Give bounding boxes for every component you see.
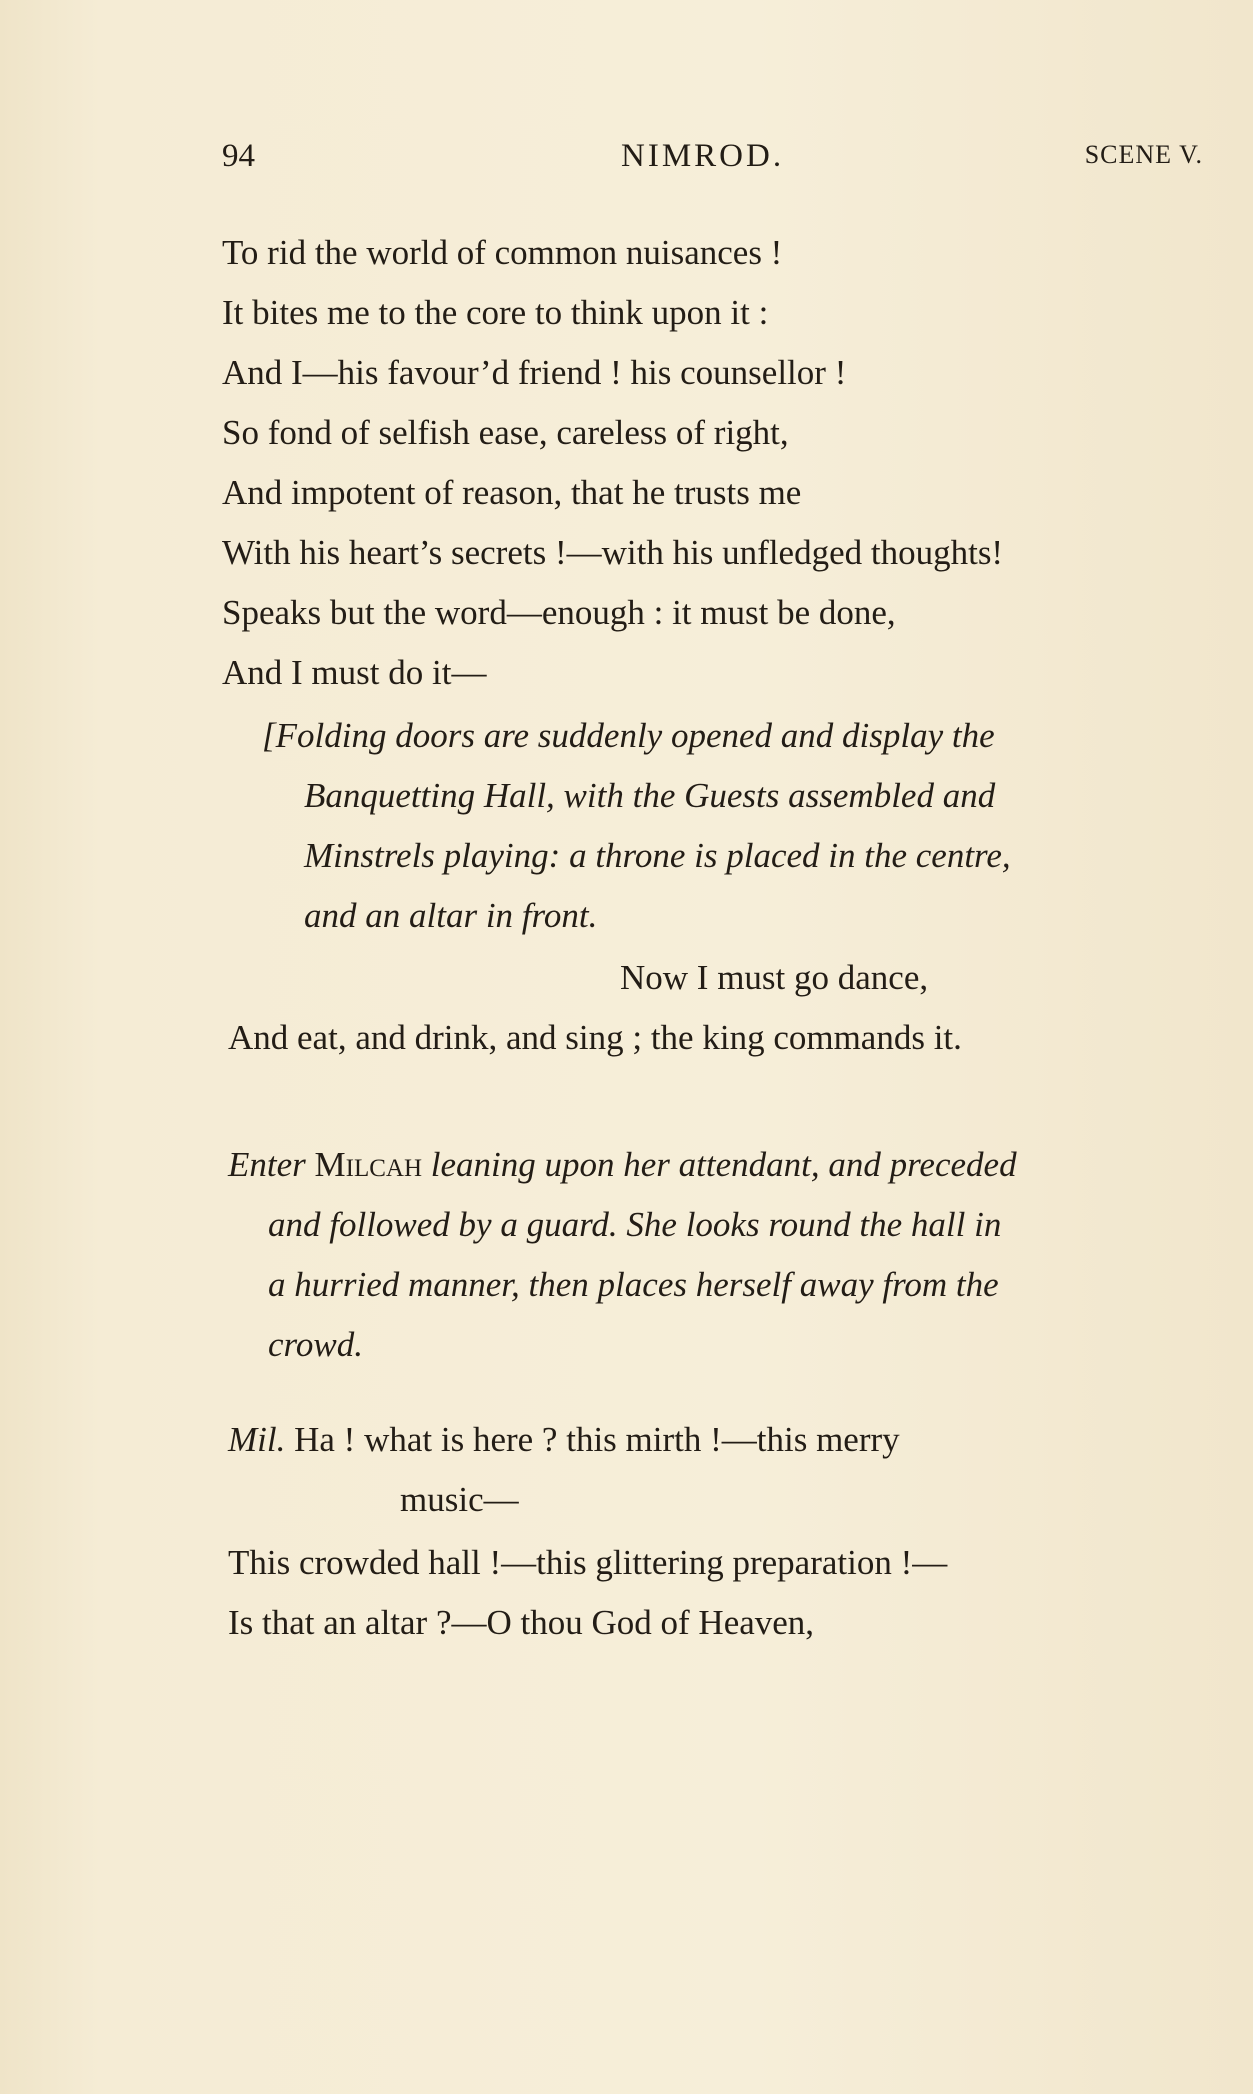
verse-line: With his heart’s secrets !—with his unfledged thoughts! — [222, 533, 1004, 572]
stage-direction-line: a hurried manner, then places herself away from the — [268, 1265, 999, 1304]
verse-line: And impotent of reason, that he trusts me — [222, 473, 802, 512]
stage-direction-line: Banquetting Hall, with the Guests assembled and — [304, 776, 996, 815]
verse-line: Now I must go dance, — [620, 958, 929, 997]
character-name: Milcah — [314, 1145, 423, 1184]
verse-line: And I—his favour’d friend ! his counsellor ! — [222, 353, 847, 392]
running-title: NIMROD. — [621, 138, 785, 174]
running-header — [222, 138, 1203, 178]
verse-line: This crowded hall !—this glittering preparation !— — [228, 1543, 948, 1582]
verse-line: And I must do it— — [222, 653, 487, 692]
scene-label: SCENE V. — [1084, 140, 1203, 169]
verse-line: So fond of selfish ease, careless of right, — [222, 413, 789, 452]
enter-word: Enter — [228, 1145, 306, 1184]
stage-direction-line: crowd. — [268, 1325, 363, 1364]
speech-wrap: music— — [400, 1480, 519, 1519]
entrance-text: leaning upon her attendant, and preceded — [430, 1145, 1017, 1184]
verse-line: To rid the world of common nuisances ! — [222, 233, 783, 272]
stage-direction-line: and followed by a guard. She looks round the hall in — [268, 1205, 1002, 1244]
verse-line: Is that an altar ?—O thou God of Heaven, — [228, 1603, 815, 1642]
verse-line: And eat, and drink, and sing ; the king commands it. — [228, 1018, 962, 1057]
speaker-name: Mil. — [228, 1420, 286, 1459]
speech-line — [228, 1422, 900, 1457]
entrance-direction — [228, 1147, 1238, 1182]
stage-direction-line: and an altar in front. — [304, 896, 598, 935]
verse-line: Speaks but the word—enough : it must be done, — [222, 593, 896, 632]
page-number: 94 — [222, 138, 255, 174]
verse-line: It bites me to the core to think upon it : — [222, 293, 769, 332]
speech-text: Ha ! what is here ? this mirth !—this merry — [294, 1420, 900, 1459]
stage-direction-line: [Folding doors are suddenly opened and display the — [262, 716, 995, 755]
stage-direction-line: Minstrels playing: a throne is placed in the centre, — [304, 836, 1011, 875]
